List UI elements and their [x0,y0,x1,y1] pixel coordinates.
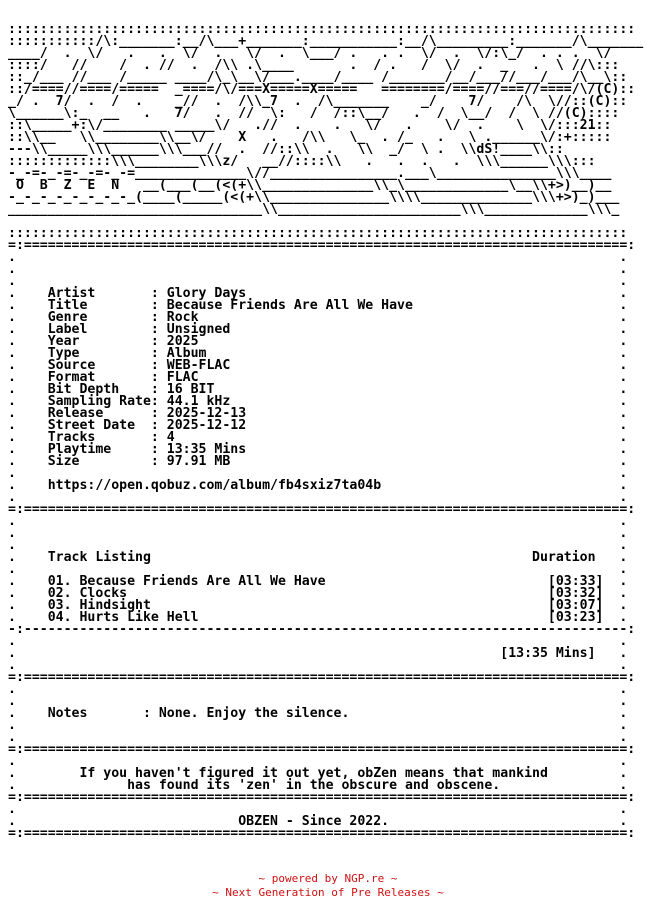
info-row: . Tracks : 4 . [8,430,628,445]
banner-line: ::\\__ \\________\\__\/ X . /\\ \_ . /_ . \ .______\/:+::::: [8,130,612,145]
frame-line: . . [8,262,628,277]
banner-line: ::::::::::::::::::::::::::::::::::::::::::::::::::::::::::::::::::::::::::::::: [8,22,636,37]
album-url: . https://open.qobuz.com/album/fb4sxiz7ta04b . [8,478,628,493]
info-row: . Playtime : 13:35 Mins . [8,442,628,457]
info-row: . Type : Album . [8,346,628,361]
frame-line: . . [8,682,628,697]
banner-line: -_-=-_-=-_-=-_-=______________\//________________.___\_______________\\\____ [8,166,612,181]
frame-line: . . [8,466,628,481]
banner-line: :::::::::::::\\\________\\\z/ __//::::\\ . . . . \\\______\\\::: [8,154,596,169]
info-row: . Release : 2025-12-13 . [8,406,628,421]
notes-row: . Notes : None. Enjoy the silence. . [8,706,628,721]
info-row: . Year : 2025 . [8,334,628,349]
tagline-line-2: . has found its 'zen' in the obscure and obscene. . [8,778,628,793]
banner-line: ::_/___ //___ /_____ ____/\_\__\/___.____/____ /_______/__/___//___/___/\__\:: [8,70,628,85]
since-line: . OBZEN - Since 2022. . [8,814,628,829]
banner-line: ---\\_____\\\______\\\___// . //::\\ . \\ _/ \ . \\dS!____\\:: [8,142,564,157]
track-row: . 02. Clocks [03:32] . [8,586,628,601]
total-duration: . [13:35 Mins] . [8,646,628,661]
rule-line: =:============================================================================: [8,790,636,805]
info-row: . Size : 97.91 MB . [8,454,628,469]
nfo-text [8,24,643,840]
rule-line: -:----------------------------------------------------------------------------: [8,622,636,637]
frame-line: . . [8,562,628,577]
frame-line: . . [8,694,628,709]
frame-line: . . [8,754,628,769]
frame-line: . . [8,274,628,289]
banner-line: ::::/ // / . // . /\\ .\____ . / . / \/ . _ . \ //\::: [8,58,620,73]
banner-line: -_-_-_-_-_-_-_-_(____(_____(<(+\\_______________\\\\______________\\\+>)_)___ [8,190,620,205]
frame-line: . . [8,658,628,673]
track-row: . 01. Because Friends Are All We Have [03:33] . [8,574,628,589]
tracklist-header: . Track Listing Duration . [8,550,628,565]
banner-line: :::::::::::/\:_______:__/\___+_______:___________:__/\_________:_______/\_______ [8,34,644,49]
info-row: . Label : Unsigned . [8,322,628,337]
rule-line: =:============================================================================: [8,502,636,517]
rule-line: =:============================================================================: [8,670,636,685]
info-row: . Source : WEB-FLAC . [8,358,628,373]
track-row: . 03. Hindsight [03:07] . [8,598,628,613]
banner-line: \______\:_ __ . 7/ . // \: / /::\__/ . / \__/ / \ //(C):::: [8,106,620,121]
divider-line: :::::::::::::::::::::::::::::::::::::::::::::::::::::::::::::::::::::::::::::: [8,226,628,241]
ngp-tagline: ~ Next Generation of Pre Releases ~ [212,886,444,899]
info-row: . Artist : Glory Days . [8,286,628,301]
info-row: . Street Date : 2025-12-12 . [8,418,628,433]
banner-line: ________________________________\\_______________________\\\_____________\\\_ [8,202,620,217]
frame-line: . . [8,250,628,265]
tagline-line-1: . If you haven't figured it out yet, obZen means that mankind . [8,766,628,781]
frame-line: . . [8,730,628,745]
frame-line: . . [8,538,628,553]
frame-line: . . [8,802,628,817]
rule-line: =:============================================================================: [8,826,636,841]
info-row: . Sampling Rate: 44.1 kHz . [8,394,628,409]
frame-line: . . [8,514,628,529]
banner-line: ::/====//====/===== _====/\/===X=====X===== ========/====//===//====/\/(C):: [8,82,636,97]
banner-line: _/ . 7/ . / . _// . /\\_7 . /\_______ _/ 7/ /\ \//::(C):: [8,94,628,109]
info-row: . Title : Because Friends Are All We Have . [8,298,628,313]
info-row: . Format : FLAC . [8,370,628,385]
banner-line: O B Z E N __(___(__(<(+\\______________\\_\_____________\__\\+>)__)__ [8,178,612,193]
frame-line: . . [8,490,628,505]
track-row: . 04. Hurts Like Hell [03:23] . [8,610,628,625]
frame-line: . . [8,634,628,649]
banner-line: ::\_____+:\/________ _____\/ .// . . \/ . \/ . \ \/:::21:: [8,118,612,133]
rule-line: =:============================================================================: [8,238,636,253]
banner-line: ____/ . \/ . . \/ . \/ . \___/ . . . \/ . \/:\_/ . . . \/ [8,46,612,61]
info-row: . Bit Depth : 16 BIT . [8,382,628,397]
frame-line: . . [8,526,628,541]
powered-by-line: ~ powered by NGP.re ~ [258,872,398,885]
info-row: . Genre : Rock . [8,310,628,325]
frame-line: . . [8,718,628,733]
rule-line: =:============================================================================: [8,742,636,757]
